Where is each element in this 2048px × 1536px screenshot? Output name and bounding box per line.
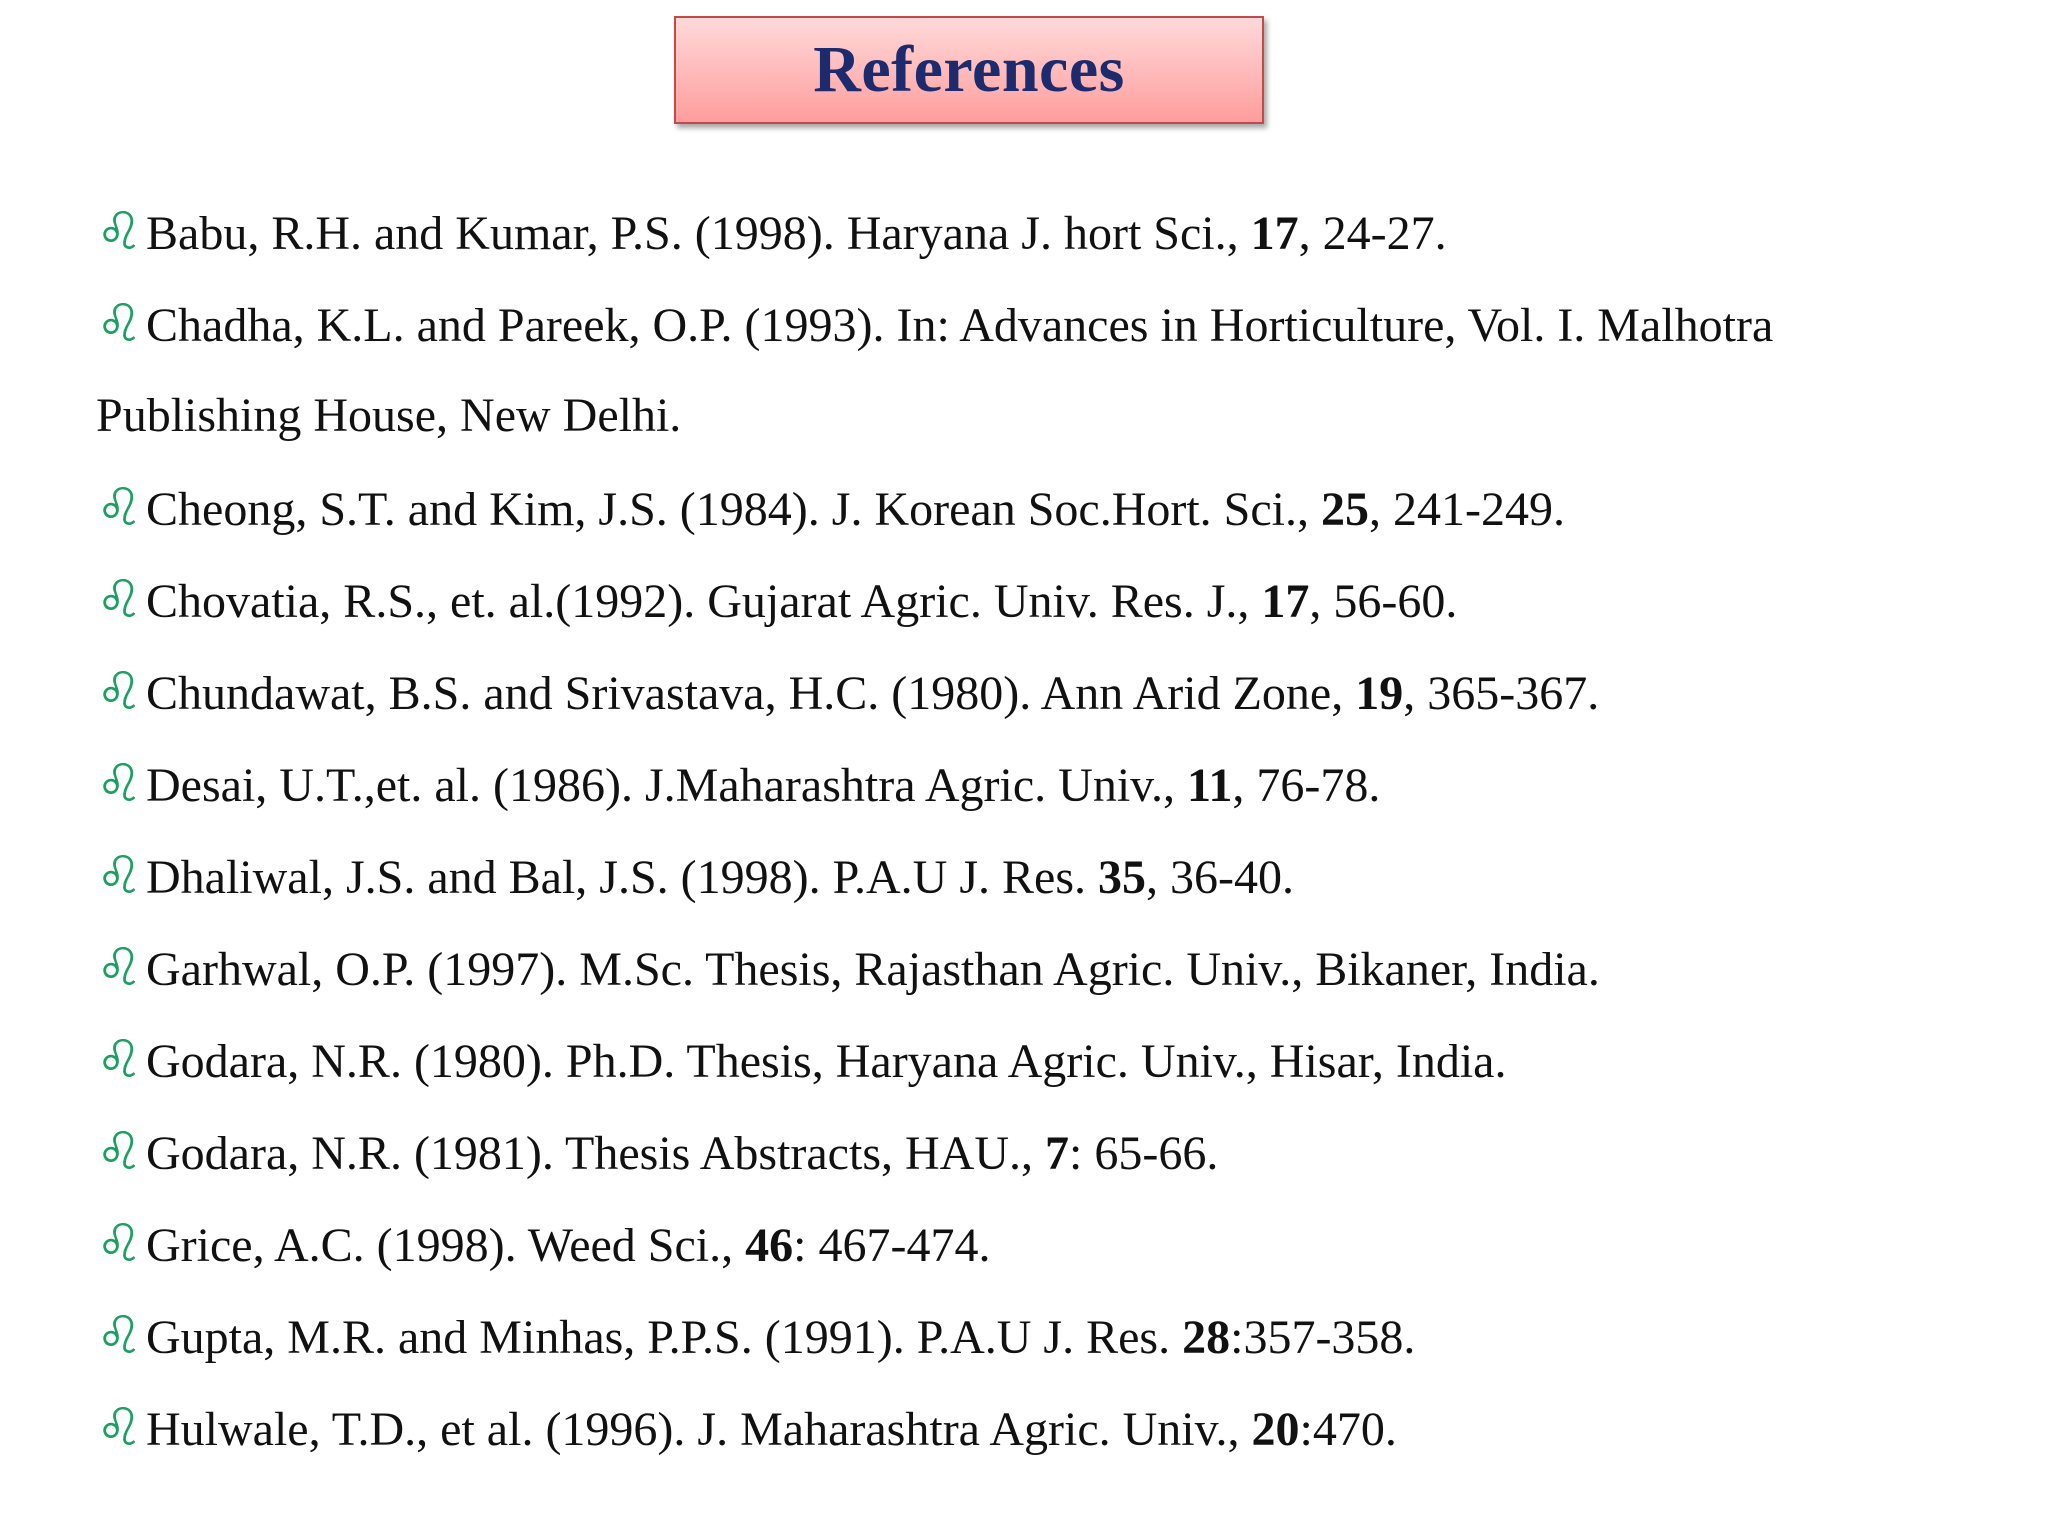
reference-pages: : 467-474. [793, 1219, 991, 1272]
leo-zodiac-icon: ♌ [96, 570, 143, 630]
reference-item [96, 922, 1996, 1014]
leo-zodiac-icon: ♌ [96, 294, 143, 354]
page-title: References [813, 33, 1125, 106]
reference-item [96, 1290, 1996, 1382]
reference-text: Babu, R.H. and Kumar, P.S. (1998). Haryana J. hort Sci., [146, 207, 1251, 260]
leo-zodiac-icon: ♌ [96, 1306, 143, 1366]
reference-text: Publishing House, New Delhi. [96, 389, 682, 442]
reference-volume: 20 [1251, 1403, 1300, 1456]
reference-item [96, 738, 1996, 830]
reference-text: Chadha, K.L. and Pareek, O.P. (1993). In: Advances in Horticulture, Vol. I. Malhotra [146, 299, 1774, 352]
reference-text: Chundawat, B.S. and Srivastava, H.C. (1980). Ann Arid Zone, [146, 667, 1356, 720]
reference-volume: 25 [1321, 483, 1370, 536]
reference-text: Godara, N.R. (1981). Thesis Abstracts, HAU., [146, 1127, 1045, 1180]
reference-pages: :470. [1299, 1403, 1397, 1456]
reference-volume: 35 [1098, 851, 1147, 904]
reference-volume: 7 [1045, 1127, 1069, 1180]
leo-zodiac-icon: ♌ [96, 846, 143, 906]
reference-continuation [96, 370, 1996, 462]
reference-item [96, 1382, 1996, 1474]
reference-text: Dhaliwal, J.S. and Bal, J.S. (1998). P.A.U J. Res. [146, 851, 1099, 904]
reference-item [96, 554, 1996, 646]
leo-zodiac-icon: ♌ [96, 754, 143, 814]
title-banner [674, 16, 1264, 124]
reference-volume: 17 [1261, 575, 1310, 628]
reference-text: Grice, A.C. (1998). Weed Sci., [146, 1219, 746, 1272]
reference-item [96, 1014, 1996, 1106]
reference-text: Chovatia, R.S., et. al.(1992). Gujarat Agric. Univ. Res. J., [146, 575, 1262, 628]
reference-item [96, 462, 1996, 554]
reference-text: Godara, N.R. (1980). Ph.D. Thesis, Haryana Agric. Univ., Hisar, India. [146, 1035, 1507, 1088]
reference-list [96, 186, 1996, 1474]
leo-zodiac-icon: ♌ [96, 1030, 143, 1090]
reference-text: Cheong, S.T. and Kim, J.S. (1984). J. Korean Soc.Hort. Sci., [146, 483, 1322, 536]
reference-pages: , 241-249. [1369, 483, 1565, 536]
leo-zodiac-icon: ♌ [96, 938, 143, 998]
reference-volume: 46 [745, 1219, 794, 1272]
reference-pages: , 365-367. [1403, 667, 1600, 720]
leo-zodiac-icon: ♌ [96, 202, 143, 262]
reference-item [96, 1198, 1996, 1290]
reference-text: Hulwale, T.D., et al. (1996). J. Maharashtra Agric. Univ., [146, 1403, 1252, 1456]
reference-volume: 17 [1250, 207, 1299, 260]
reference-text: Desai, U.T.,et. al. (1986). J.Maharashtra Agric. Univ., [146, 759, 1188, 812]
reference-pages: , 56-60. [1309, 575, 1458, 628]
reference-volume: 11 [1187, 759, 1233, 812]
leo-zodiac-icon: ♌ [96, 478, 143, 538]
leo-zodiac-icon: ♌ [96, 1398, 143, 1458]
reference-volume: 19 [1355, 667, 1404, 720]
reference-item [96, 1106, 1996, 1198]
leo-zodiac-icon: ♌ [96, 1122, 143, 1182]
reference-pages: , 36-40. [1146, 851, 1294, 904]
reference-text: Garhwal, O.P. (1997). M.Sc. Thesis, Rajasthan Agric. Univ., Bikaner, India. [146, 943, 1600, 996]
reference-pages: , 24-27. [1298, 207, 1447, 260]
reference-pages: , 76-78. [1232, 759, 1381, 812]
reference-item [96, 646, 1996, 738]
leo-zodiac-icon: ♌ [96, 1214, 143, 1274]
reference-volume: 28 [1182, 1311, 1231, 1364]
leo-zodiac-icon: ♌ [96, 662, 143, 722]
reference-pages: : 65-66. [1069, 1127, 1219, 1180]
reference-item [96, 186, 1996, 278]
reference-item [96, 830, 1996, 922]
reference-item [96, 278, 1996, 370]
reference-pages: :357-358. [1230, 1311, 1416, 1364]
reference-text: Gupta, M.R. and Minhas, P.P.S. (1991). P.A.U J. Res. [146, 1311, 1183, 1364]
